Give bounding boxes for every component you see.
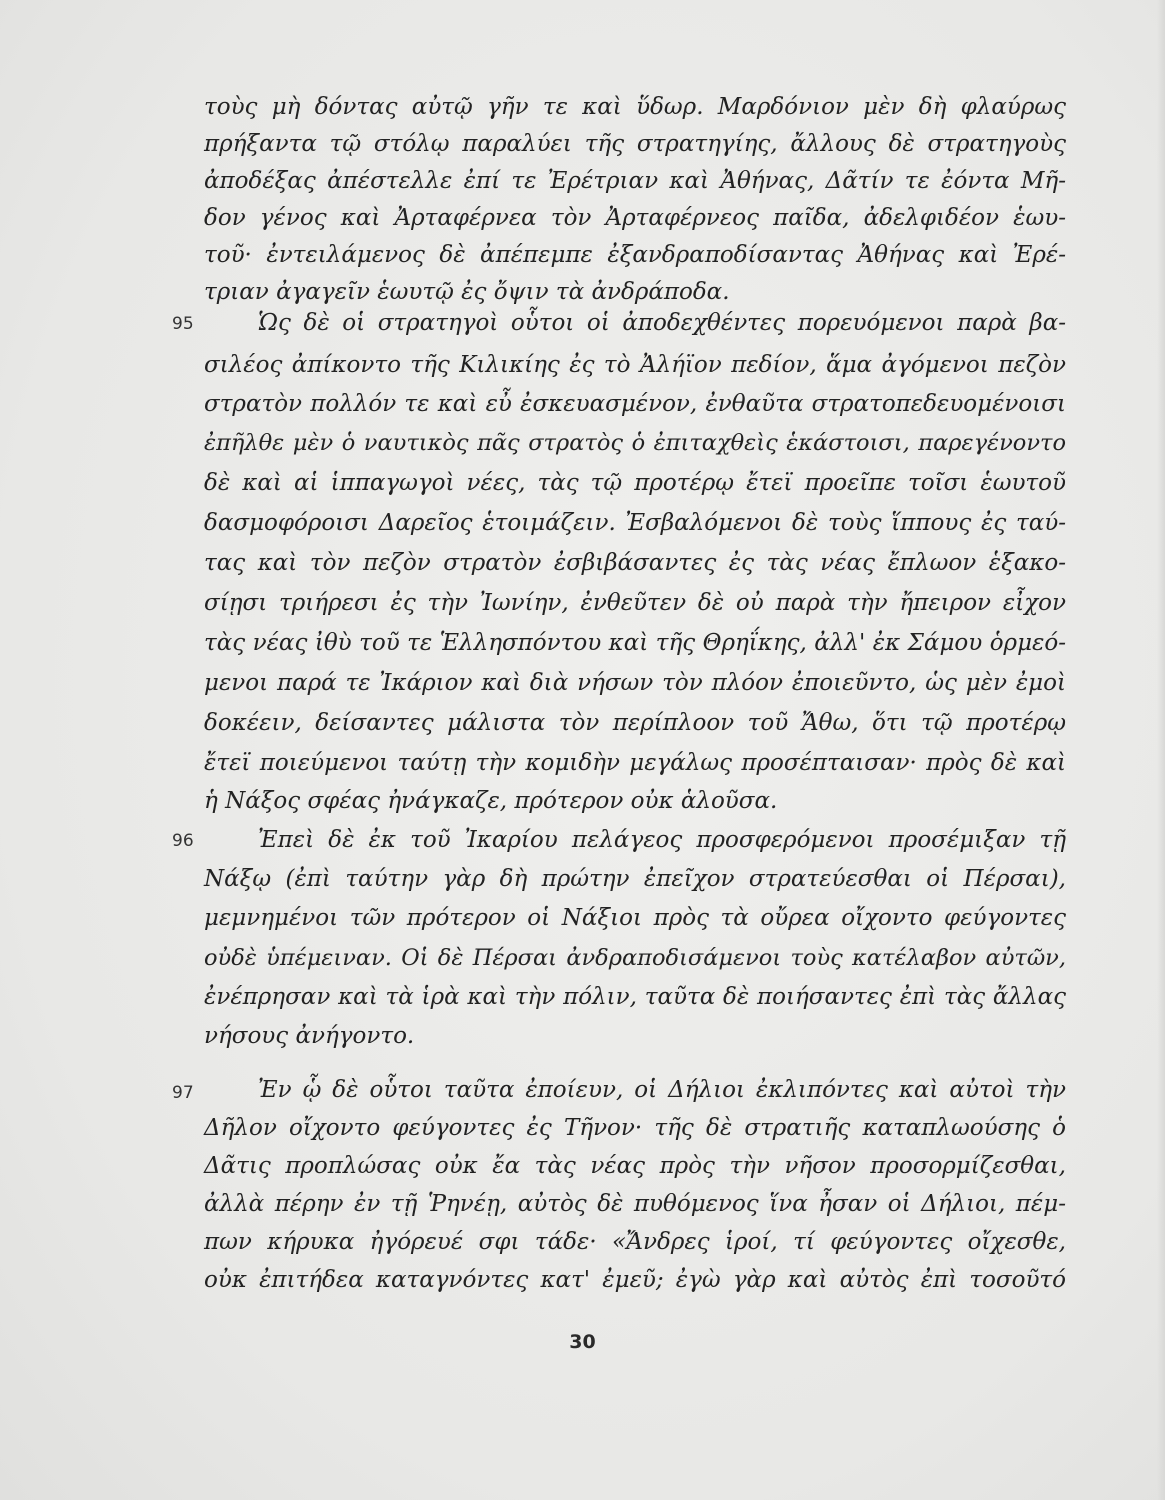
text-line: δον γένος καὶ Ἀρταφέρνεα τὸν Ἀρταφέρνεος παῖδα, ἀδελφιδέον ἑωυ- xyxy=(204,205,1066,231)
text-line: δασμοφόροισι Δαρεῖος ἑτοιμάζειν. Ἐσβαλόμενοι δὲ τοὺς ἵππους ἐς ταύ- xyxy=(204,510,1066,536)
text-line: ἐπῆλθε μὲν ὁ ναυτικὸς πᾶς στρατὸς ὁ ἐπιταχθεὶς ἑκάστοισι, παρεγένοντο xyxy=(204,430,1066,456)
text-line: δοκέειν, δείσαντες μάλιστα τὸν περίπλοον τοῦ Ἄθω, ὅτι τῷ προτέρῳ xyxy=(204,710,1066,736)
text-line: ἔτεϊ ποιεύμενοι ταύτῃ τὴν κομιδὴν μεγάλως προσέπταισαν· πρὸς δὲ καὶ xyxy=(204,750,1066,776)
chapter-number: 97 xyxy=(172,1083,194,1103)
text-line: δὲ καὶ αἱ ἱππαγωγοὶ νέες, τὰς τῷ προτέρῳ ἔτεϊ προεῖπε τοῖσι ἑωυτοῦ xyxy=(204,470,1066,496)
text-line: οὐκ ἐπιτήδεα καταγνόντες κατ' ἐμεῦ; ἐγὼ γὰρ καὶ αὐτὸς ἐπὶ τοσοῦτό xyxy=(204,1267,1066,1293)
text-line: Νάξῳ (ἐπὶ ταύτην γὰρ δὴ πρώτην ἐπεῖχον στρατεύεσθαι οἱ Πέρσαι), xyxy=(204,866,1066,892)
text-line: πων κήρυκα ἠγόρευέ σφι τάδε· «Ἄνδρες ἱροί, τί φεύγοντες οἴχεσθε, xyxy=(204,1229,1066,1255)
text-line: ἀλλὰ πέρην ἐν τῇ Ῥηνέῃ, αὐτὸς δὲ πυθόμενος ἵνα ἦσαν οἱ Δήλιοι, πέμ- xyxy=(204,1191,1066,1217)
text-line: Δῆλον οἴχοντο φεύγοντες ἐς Τῆνον· τῆς δὲ στρατιῆς καταπλωούσης ὁ xyxy=(204,1115,1066,1141)
text-line: τας καὶ τὸν πεζὸν στρατὸν ἐσβιβάσαντες ἐς τὰς νέας ἔπλωον ἑξακο- xyxy=(204,550,1066,576)
text-line: σίῃσι τριήρεσι ἐς τὴν Ἰωνίην, ἐνθεῦτεν δὲ οὐ παρὰ τὴν ἤπειρον εἶχον xyxy=(204,590,1066,616)
chapter-number: 96 xyxy=(172,831,194,851)
page-number: 30 xyxy=(569,1331,596,1353)
text-line: στρατὸν πολλόν τε καὶ εὖ ἐσκευασμένον, ἐνθαῦτα στρατοπεδευομένοισι xyxy=(204,391,1066,417)
text-line: Ἐν ᾧ δὲ οὗτοι ταῦτα ἐποίευν, οἱ Δήλιοι ἐκλιπόντες καὶ αὐτοὶ τὴν xyxy=(258,1077,1066,1103)
text-line: Δᾶτις προπλώσας οὐκ ἔα τὰς νέας πρὸς τὴν νῆσον προσορμίζεσθαι, xyxy=(204,1153,1066,1179)
chapter-number: 95 xyxy=(172,314,194,334)
text-line: ἐνέπρησαν καὶ τὰ ἱρὰ καὶ τὴν πόλιν, ταῦτα δὲ ποιήσαντες ἐπὶ τὰς ἄλλας xyxy=(204,984,1066,1010)
text-line: πρήξαντα τῷ στόλῳ παραλύει τῆς στρατηγίης, ἄλλους δὲ στρατηγοὺς xyxy=(204,131,1066,157)
text-line: τοῦ· ἐντειλάμενος δὲ ἀπέπεμπε ἐξανδραποδίσαντας Ἀθήνας καὶ Ἐρέ- xyxy=(204,242,1066,268)
text-line: οὐδὲ ὑπέμειναν. Οἱ δὲ Πέρσαι ἀνδραποδισάμενοι τοὺς κατέλαβον αὐτῶν, xyxy=(204,945,1066,971)
page-edge-shadow xyxy=(1157,0,1165,1500)
text-line: τοὺς μὴ δόντας αὐτῷ γῆν τε καὶ ὕδωρ. Μαρδόνιον μὲν δὴ φλαύρως xyxy=(204,94,1066,120)
text-line: τριαν ἀγαγεῖν ἑωυτῷ ἐς ὄψιν τὰ ἀνδράποδα. xyxy=(204,279,730,305)
text-line: Ὡς δὲ οἱ στρατηγοὶ οὗτοι οἱ ἀποδεχθέντες πορευόμενοι παρὰ βα- xyxy=(258,310,1066,336)
text-line: ἡ Νάξος σφέας ἠνάγκαζε, πρότερον οὐκ ἁλοῦσα. xyxy=(204,788,778,814)
text-line: τὰς νέας ἰθὺ τοῦ τε Ἑλλησπόντου καὶ τῆς Θρηΐκης, ἀλλ' ἐκ Σάμου ὁρμεό- xyxy=(204,630,1066,656)
text-line: μεμνημένοι τῶν πρότερον οἱ Νάξιοι πρὸς τὰ οὔρεα οἴχοντο φεύγοντες xyxy=(204,905,1066,931)
text-line: Ἐπεὶ δὲ ἐκ τοῦ Ἰκαρίου πελάγεος προσφερόμενοι προσέμιξαν τῇ xyxy=(258,827,1066,853)
text-line: μενοι παρά τε Ἰκάριον καὶ διὰ νήσων τὸν πλόον ἐποιεῦντο, ὡς μὲν ἐμοὶ xyxy=(204,670,1066,696)
text-line: ἀποδέξας ἀπέστελλε ἐπί τε Ἐρέτριαν καὶ Ἀθήνας, Δᾶτίν τε ἐόντα Μῆ- xyxy=(204,168,1066,194)
text-line: σιλέος ἀπίκοντο τῆς Κιλικίης ἐς τὸ Ἀλήϊον πεδίον, ἅμα ἀγόμενοι πεζὸν xyxy=(204,352,1066,378)
text-line: νήσους ἀνήγοντο. xyxy=(204,1023,415,1049)
